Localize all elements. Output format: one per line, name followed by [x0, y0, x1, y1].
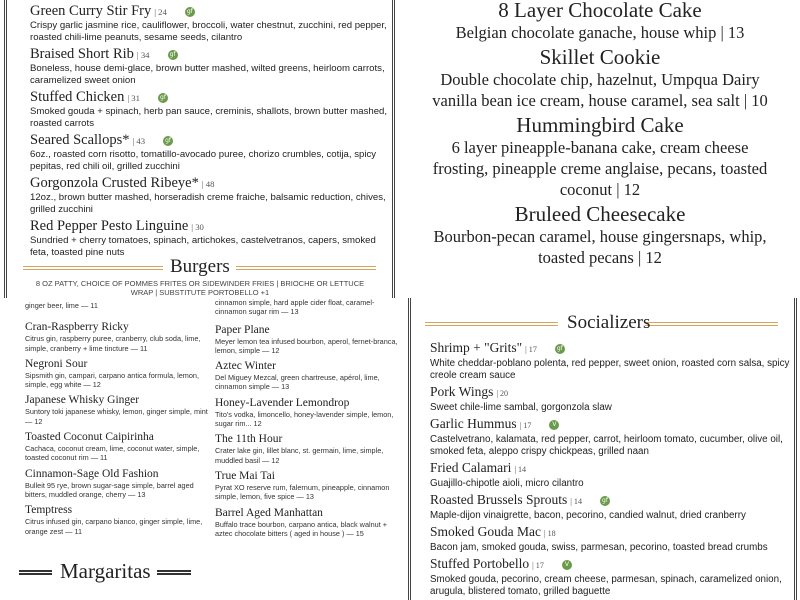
item-title: [25, 320, 210, 334]
item-name: Japanese Whisky Ginger: [25, 394, 140, 407]
item-name: Temptress: [25, 504, 73, 517]
item-title: [215, 469, 400, 483]
divider: [425, 322, 558, 326]
margaritas-header: Margaritas: [60, 559, 151, 583]
item-name: Cran-Raspberry Ricky: [25, 321, 129, 334]
menu-item: [25, 467, 210, 500]
socializers-header: Socializers: [567, 312, 651, 333]
item-name: Cinnamon-Sage Old Fashion: [25, 467, 159, 480]
gluten-free-badge-icon: gf: [555, 344, 565, 354]
item-name: The 11th Hour: [215, 433, 283, 446]
item-title: [400, 202, 800, 226]
cocktails-panel: [0, 298, 405, 600]
burgers-caption: 8 OZ PATTY, CHOICE OF POMMES FRITES OR SIDEWINDER FRIES | BRIOCHE OR LETTUCE WRAP | SUBSTITUTE PORTOBELLO +1: [35, 279, 365, 297]
item-description: Belgian chocolate ganache, house whip | 13: [455, 23, 745, 42]
item-price: | 17: [525, 345, 537, 354]
item-price: | 24: [154, 7, 167, 17]
item-description: Smoked gouda + spinach, herb pan sauce, creminis, shallots, brown butter mashed, roasted carrots: [30, 106, 388, 129]
item-price: | 30: [191, 222, 204, 232]
divider: [645, 322, 778, 326]
item-description: Sweet chile-lime sambal, gorgonzola slaw: [430, 402, 612, 413]
item-title: [430, 492, 798, 510]
item-description: Suntory toki japanese whisky, lemon, ginger simple, mint — 12: [25, 407, 208, 426]
item-description: Pyrat XO reserve rum, falernum, pineapple, cinnamon simple, lemon, five spice — 13: [215, 482, 390, 502]
item-title: [30, 175, 392, 192]
socializer-list: [430, 340, 798, 600]
item-title: [400, 113, 800, 137]
menu-item: [25, 430, 210, 463]
item-description: Tito's vodka, limoncello, honey-lavender simple, lemon, sugar rim... 12: [215, 409, 394, 429]
item-description: Bourbon-pecan caramel, house gingersnaps, whip, toasted pecans | 12: [433, 227, 767, 267]
menu-item: [30, 46, 392, 87]
divider: [23, 266, 163, 270]
item-title: [215, 396, 400, 410]
item-name: Hummingbird Cake: [516, 113, 684, 137]
item-name: Aztec Winter: [215, 360, 276, 373]
item-price: | 14: [570, 497, 583, 506]
item-name: Skillet Cookie: [539, 45, 661, 69]
menu-item: [25, 357, 210, 390]
desserts-panel: [400, 0, 800, 298]
item-price: | 17: [519, 421, 532, 430]
menu-item: [430, 340, 798, 382]
menu-item: [215, 506, 400, 539]
menu-item: [30, 175, 392, 216]
item-title: [215, 323, 400, 337]
item-name: Honey-Lavender Lemondrop: [215, 396, 350, 409]
item-description: Crispy garlic jasmine rice, cauliflower, broccoli, water chestnut, zucchini, red pepper, roasted chili-lime peanuts, sesame seeds, cilantro: [30, 20, 387, 43]
item-name: Barrel Aged Manhattan: [215, 506, 323, 519]
item-title: [215, 432, 400, 446]
menu-item: [430, 524, 798, 554]
item-description: Maple-dijon vinaigrette, bacon, pecorino, candied walnut, dried cranberry: [430, 510, 746, 521]
item-title: [25, 357, 210, 371]
vegetarian-badge-icon: V: [562, 560, 572, 570]
item-price: | 17: [532, 561, 544, 570]
item-description: Bulleit 95 rye, brown sugar-sage simple, barrel aged bitters, muddled orange, cherry — 13: [25, 480, 194, 499]
menu-item: [400, 45, 800, 111]
item-description: Sipsmith gin, campari, carpano antica formula, lemon, simple, egg white — 12: [25, 370, 199, 390]
item-description: Sundried + cherry tomatoes, spinach, artichokes, castelvetranos, capers, smoked feta, toasted pine nuts: [30, 235, 376, 258]
burgers-header: Burgers: [170, 256, 230, 277]
divider: [157, 570, 191, 575]
item-name: Toasted Coconut Caipirinha: [25, 431, 154, 444]
item-title: [30, 218, 392, 235]
entree-list: [30, 3, 392, 261]
item-description: Crater lake gin, lillet blanc, st. germain, lime, simple, muddled basil — 12: [215, 446, 384, 465]
item-name: Pork Wings: [430, 384, 494, 399]
item-title: [430, 556, 798, 574]
menu-item: [25, 320, 210, 353]
item-name: Negroni Sour: [25, 357, 88, 370]
item-name: Stuffed Portobello: [430, 556, 530, 571]
item-description: 6oz., roasted corn risotto, tomatillo-avocado puree, chorizo crumbles, cotija, spicy pepitas, red chili oil, grilled zucchini: [30, 149, 377, 172]
item-description: White cheddar-poblano polenta, red pepper, sweet onion, roasted corn salsa, spicy creole cream sauce: [430, 358, 790, 381]
item-title: [430, 340, 798, 358]
item-title: [25, 467, 210, 481]
item-title: [25, 430, 210, 444]
item-description: Citrus gin, raspberry puree, cranberry, club soda, lime, simple, cranberry + lime tincture — 11: [25, 334, 201, 353]
item-description: Double chocolate chip, hazelnut, Umpqua Dairy vanilla bean ice cream, house caramel, sea salt | 10: [432, 70, 768, 110]
item-title: [25, 503, 210, 517]
item-name: Seared Scallops*: [30, 132, 130, 148]
item-title: [430, 524, 798, 542]
menu-item: [430, 384, 798, 414]
item-description: Cachaca, coconut cream, lime, coconut water, simple, toasted coconut rim — 11: [25, 444, 200, 463]
menu-item: [430, 556, 798, 598]
item-description: Del Miguey Mezcal, green chartreuse, apérol, lime, cinnamon simple — 13: [215, 373, 380, 392]
item-price: | 18: [543, 529, 556, 538]
gluten-free-badge-icon: gf: [185, 7, 195, 17]
menu-item: [215, 432, 400, 465]
menu-item: [30, 89, 392, 130]
item-description: Boneless, house demi-glace, brown butter mashed, wilted greens, heirloom carrots, caramelized sweet onion: [30, 63, 385, 86]
item-name: Fried Calamari: [430, 460, 512, 475]
item-title: [400, 45, 800, 69]
menu-item: [215, 359, 400, 392]
socializers-panel: [405, 298, 800, 600]
menu-item: [215, 396, 400, 429]
menu-item: [400, 113, 800, 200]
item-description: Castelvetrano, kalamata, red pepper, carrot, heirloom tomato, cucumber, olive oil, smoked feta, aleppo crispy chickpeas, grilled naan: [430, 434, 783, 457]
menu-item: [430, 416, 798, 458]
menu-item: [25, 503, 210, 536]
gluten-free-badge-icon: gf: [158, 93, 168, 103]
item-title: [30, 89, 392, 106]
item-name: True Mai Tai: [215, 469, 275, 482]
menu-item: [400, 0, 800, 43]
menu-item: [430, 492, 798, 522]
menu-item: [215, 323, 400, 356]
item-name: Roasted Brussels Sprouts: [430, 492, 568, 507]
item-price: | 20: [496, 389, 509, 398]
item-description: 12oz., brown butter mashed, horseradish creme fraiche, balsamic reduction, chives, grilled zucchini: [30, 192, 386, 215]
menu-item: [430, 460, 798, 490]
item-name: Smoked Gouda Mac: [430, 524, 541, 539]
menu-item: [215, 469, 400, 502]
divider: [19, 570, 52, 575]
entrees-panel: [0, 0, 400, 298]
menu-item: [30, 218, 392, 259]
item-description: 6 layer pineapple-banana cake, cream cheese frosting, pineapple creme anglaise, pecans, toasted coconut | 12: [432, 138, 768, 199]
menu-item: [25, 393, 210, 426]
item-title: [215, 359, 400, 373]
item-title: [400, 0, 800, 22]
item-description: Bacon jam, smoked gouda, swiss, parmesan, pecorino, toasted bread crumbs: [430, 542, 768, 553]
item-price: | 43: [132, 136, 146, 146]
item-name: Braised Short Rib: [30, 46, 134, 62]
divider: [236, 266, 376, 270]
item-name: Paper Plane: [215, 323, 270, 336]
item-name: 8 Layer Chocolate Cake: [498, 0, 702, 22]
item-name: Bruleed Cheesecake: [514, 202, 686, 226]
item-name: Red Pepper Pesto Linguine: [30, 218, 189, 234]
dessert-list: [400, 0, 800, 270]
item-price: | 14: [514, 465, 527, 474]
item-description: Guajillo-chipotle aioli, micro cilantro: [430, 478, 584, 489]
item-description: Buffalo trace bourbon, carpano antica, black walnut + aztec chocolate bitters ( aged in house ) — 15: [215, 519, 388, 538]
fragment-text: cinnamon simple, hard apple cider float, caramel-cinnamon sugar rim — 13: [215, 298, 375, 317]
gluten-free-badge-icon: gf: [600, 496, 610, 506]
menu-item: [30, 132, 392, 173]
item-price: | 34: [136, 50, 150, 60]
item-name: Shrimp + "Grits": [430, 340, 523, 355]
item-title: [25, 393, 210, 407]
fragment-text: ginger beer, lime — 11: [25, 301, 98, 310]
item-title: [30, 46, 392, 63]
item-title: [30, 132, 392, 149]
item-name: Stuffed Chicken: [30, 89, 125, 105]
item-title: [430, 460, 798, 478]
item-title: [215, 506, 400, 520]
cocktail-list-left: [25, 320, 210, 536]
gluten-free-badge-icon: gf: [163, 136, 173, 146]
vegetarian-badge-icon: V: [549, 420, 559, 430]
item-title: [430, 416, 798, 434]
cocktail-list-right: [215, 323, 400, 539]
item-title: [430, 384, 798, 402]
menu-item: [400, 202, 800, 268]
item-price: | 31: [127, 93, 140, 103]
item-name: Green Curry Stir Fry: [30, 3, 152, 19]
item-description: Smoked gouda, pecorino, cream cheese, parmesan, spinach, caramelized onion, arugula, blistered tomato, grilled baguette: [430, 574, 782, 597]
item-name: Gorgonzola Crusted Ribeye*: [30, 175, 199, 191]
item-name: Garlic Hummus: [430, 416, 517, 431]
item-description: Citrus infused gin, carpano bianco, ginger simple, lime, orange zest — 11: [25, 517, 203, 536]
item-price: | 48: [201, 179, 215, 189]
gluten-free-badge-icon: gf: [168, 50, 178, 60]
item-description: Meyer lemon tea infused bourbon, aperol, fernet-branca, lemon, simple — 12: [215, 336, 398, 355]
item-title: [30, 3, 392, 20]
menu-item: [30, 3, 392, 44]
